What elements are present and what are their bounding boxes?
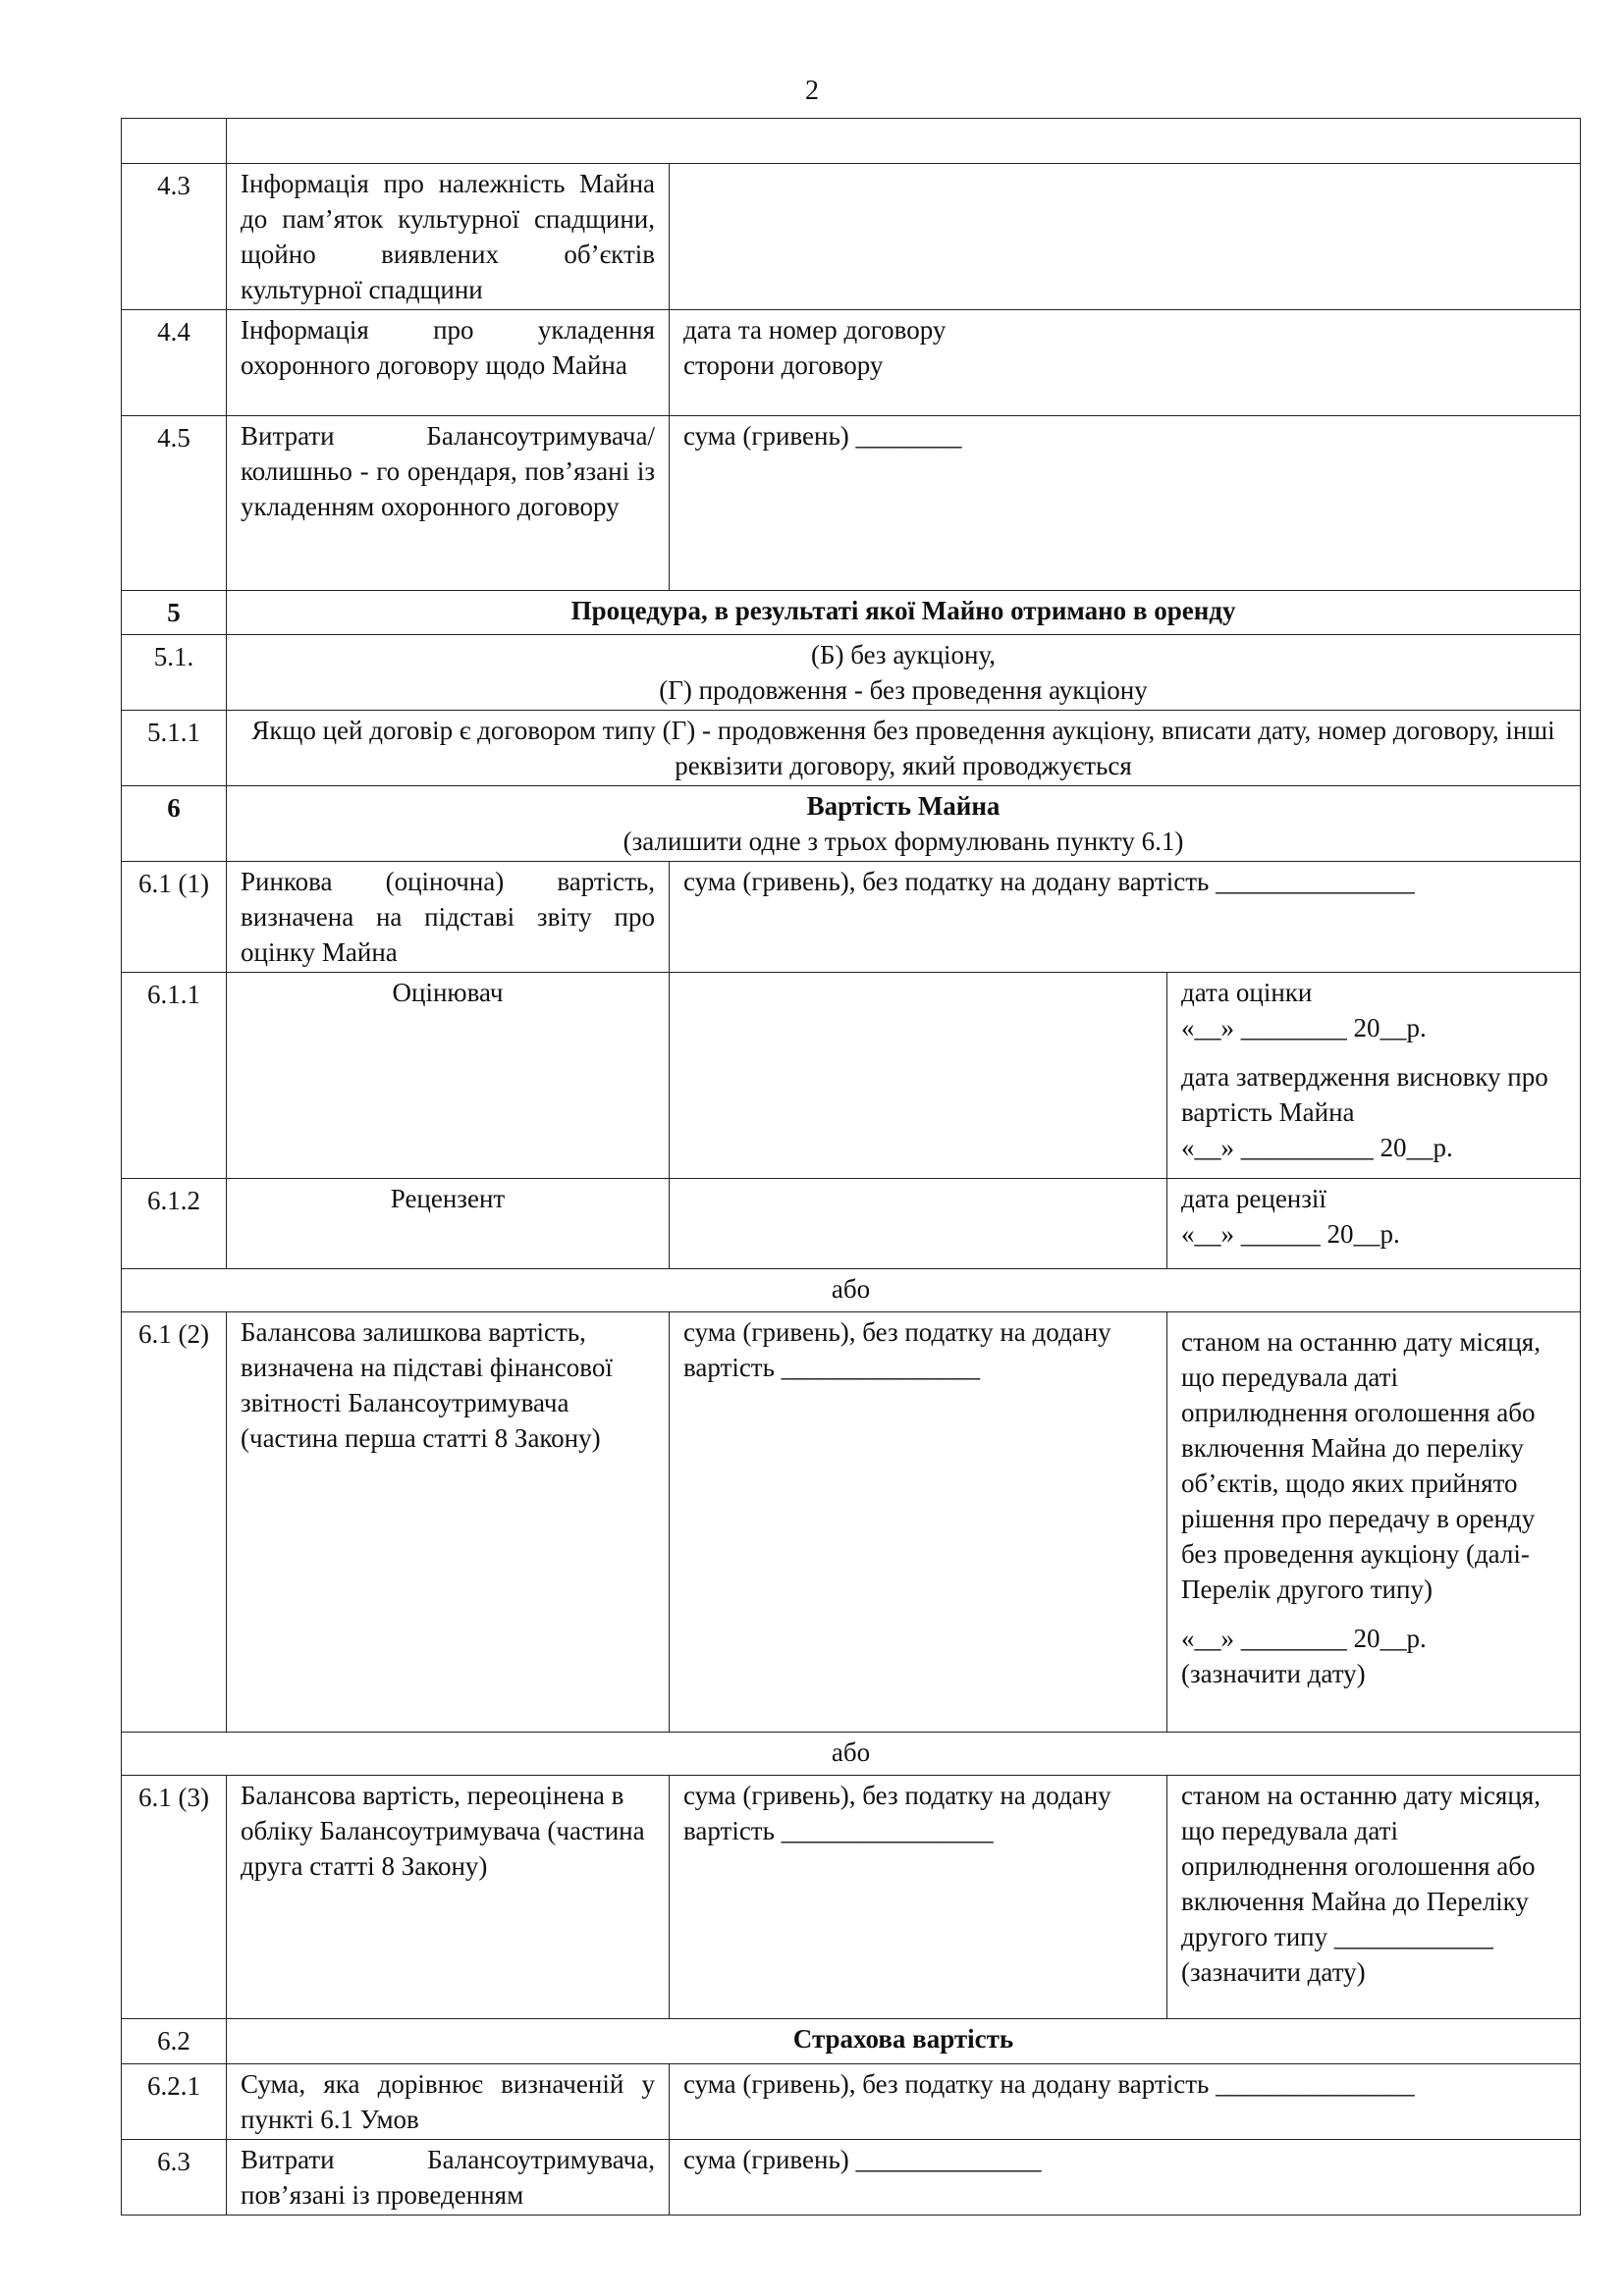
row-value: сума (гривень) ______________ [670, 2140, 1581, 2216]
row-value: сума (гривень), без податку на додану вартість ________________ [670, 1776, 1167, 2019]
continuation-cell [227, 119, 1581, 164]
row-value: сума (гривень), без податку на додану вартість _______________ [670, 1312, 1167, 1733]
valuation-date-hint: (зазначити дату) [1181, 1659, 1366, 1688]
section-title: Вартість Майна [806, 791, 1001, 821]
section-subtitle: (залишити одне з трьох формулювань пункту 6.1) [623, 827, 1184, 856]
appraiser-name-cell [670, 973, 1167, 1179]
approval-date-label: дата затвердження висновку про вартість Майна [1181, 1062, 1548, 1127]
table-row [122, 310, 1581, 416]
table-row [122, 2140, 1581, 2216]
row-value [670, 310, 1581, 416]
row-value [670, 164, 1581, 310]
continuation-num-cell [122, 119, 227, 164]
appraisal-date-label: дата оцінки [1181, 978, 1313, 1007]
reviewer-name-cell [670, 1179, 1167, 1269]
row-label: Витрати Балансоутримувача, пов’язані із проведенням [227, 2140, 670, 2216]
row-value: сума (гривень) ________ [670, 416, 1581, 591]
row-note: станом на останню дату місяця, що передувала даті оприлюднення оголошення або включення Майна до Переліку другого типу ____________ (зазначити дату) [1167, 1776, 1581, 2019]
section-title: Процедура, в результаті якої Майно отримано в оренду [227, 591, 1581, 635]
table-row [122, 416, 1581, 591]
table-row [122, 164, 1581, 310]
page-number: 2 [805, 76, 819, 106]
row-value [227, 635, 1581, 711]
row-number: 4.5 [122, 416, 227, 591]
row-number: 6.1.2 [122, 1179, 227, 1269]
valuation-date-value: «__» ________ 20__р. [1181, 1624, 1427, 1653]
separator-row [122, 1269, 1581, 1312]
table-row [122, 635, 1581, 711]
or-separator: або [122, 1269, 1581, 1312]
row-number: 6.3 [122, 2140, 227, 2216]
table-row [122, 711, 1581, 786]
or-separator: або [122, 1733, 1581, 1776]
table-row [122, 1179, 1581, 1269]
review-date-value: «__» ______ 20__р. [1181, 1219, 1400, 1249]
separator-row [122, 1733, 1581, 1776]
section-header-row [122, 591, 1581, 635]
row-label: Інформація про укладення охоронного договору щодо Майна [227, 310, 670, 416]
approval-date-value: «__» __________ 20__р. [1181, 1133, 1453, 1162]
row-label: Балансова залишкова вартість, визначена на підставі фінансової звітності Балансоутримувача (частина перша статті 8 Закону) [227, 1312, 670, 1733]
section-title: Страхова вартість [227, 2019, 1581, 2064]
row-label: Балансова вартість, переоцінена в обліку Балансоутримувача (частина друга статті 8 Закону) [227, 1776, 670, 2019]
row-number: 4.3 [122, 164, 227, 310]
row-number: 6.1 (1) [122, 862, 227, 973]
row-value: Якщо цей договір є договором типу (Г) - продовження без проведення аукціону, вписати дату, номер договору, інші реквізити договору, який проводжується [227, 711, 1581, 786]
row-number: 6.1 (3) [122, 1776, 227, 2019]
valuation-date-note: станом на останню дату місяця, що передувала даті оприлюднення оголошення або включення Майна до переліку об’єктів, щодо яких прийнято рішення про передачу в оренду без проведення аукціону (далі- Перелік другого типу) [1181, 1327, 1541, 1604]
table-row [122, 1312, 1581, 1733]
row-number: 6.1 (2) [122, 1312, 227, 1733]
row-value: сума (гривень), без податку на додану вартість _______________ [670, 862, 1581, 973]
row-label: Оцінювач [227, 973, 670, 1179]
appraisal-date-value: «__» ________ 20__р. [1181, 1013, 1427, 1042]
option-b-text: (Б) без аукціону, [811, 640, 997, 669]
table-row [122, 1776, 1581, 2019]
section-header-row [122, 2019, 1581, 2064]
table-row [122, 973, 1581, 1179]
terms-table [121, 118, 1581, 2216]
row-label: Інформація про належність Майна до пам’яток культурної спадщини, щойно виявлених об’єктів культурної спадщини [227, 164, 670, 310]
contract-date-number-field: дата та номер договору [683, 315, 947, 345]
row-number: 4.4 [122, 310, 227, 416]
review-date-cell [1167, 1179, 1581, 1269]
row-note [1167, 1312, 1581, 1733]
row-label: Ринкова (оціночна) вартість, визначена на підставі звіту про оцінку Майна [227, 862, 670, 973]
row-label: Рецензент [227, 1179, 670, 1269]
row-number: 5.1.1 [122, 711, 227, 786]
table-row [122, 862, 1581, 973]
table-row [122, 2064, 1581, 2140]
row-number: 6.2.1 [122, 2064, 227, 2140]
row-value: сума (гривень), без податку на додану вартість _______________ [670, 2064, 1581, 2140]
row-label: Витрати Балансоутримувача/колишньо - го орендаря, пов’язані із укладенням охоронного договору [227, 416, 670, 591]
option-g-text: (Г) продовження - без проведення аукціону [659, 675, 1148, 705]
contract-parties-field: сторони договору [683, 350, 884, 380]
section-number: 6 [122, 786, 227, 862]
section-header-row [122, 786, 1581, 862]
row-number: 5.1. [122, 635, 227, 711]
section-title-cell [227, 786, 1581, 862]
appraisal-dates-cell [1167, 973, 1581, 1179]
review-date-label: дата рецензії [1181, 1184, 1326, 1213]
row-label: Сума, яка дорівнює визначеній у пункті 6.1 Умов [227, 2064, 670, 2140]
row-number: 6.1.1 [122, 973, 227, 1179]
table-row [122, 119, 1581, 164]
section-number: 5 [122, 591, 227, 635]
row-number: 6.2 [122, 2019, 227, 2064]
